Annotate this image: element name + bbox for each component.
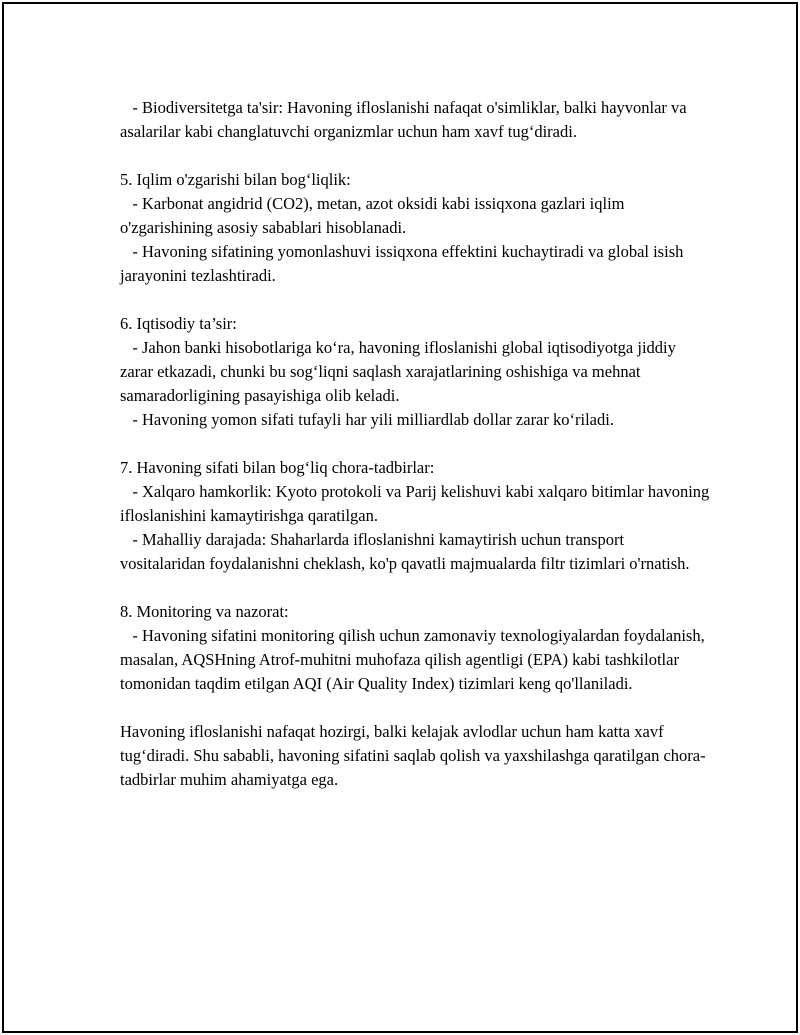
- section-6-item-2: - Havoning yomon sifati tufayli har yili milliardlab dollar zarar ko‘riladi.: [120, 410, 614, 429]
- section-7-heading: 7. Havoning sifati bilan bog‘liq chora-tadbirlar:: [120, 458, 435, 477]
- paragraph-gap: [120, 696, 710, 720]
- biodiversity-item: - Biodiversitetga ta'sir: Havoning ifloslanishi nafaqat o'simliklar, balki hayvonlar va asalarilar kabi changlatuvchi organizmlar uchun ham xavf tug‘diradi.: [120, 98, 691, 141]
- section-8-item-1: - Havoning sifatini monitoring qilish uchun zamonaviy texnologiyalardan foydalanish, masalan, AQSHning Atrof-muhitni muhofaza qilish agentligi (EPA) kabi tashkilotlar tomonidan taqdim etilgan AQI (Air Quality Index) tizimlari keng qo'llaniladi.: [120, 626, 709, 693]
- section-5-heading: 5. Iqlim o'zgarishi bilan bog‘liqlik:: [120, 170, 351, 189]
- section-6-heading: 6. Iqtisodiy ta’sir:: [120, 314, 237, 333]
- document-body: [120, 96, 714, 792]
- section-5-item-2: - Havoning sifatining yomonlashuvi issiqxona effektini kuchaytiradi va global isish jarayonini tezlashtiradi.: [120, 242, 688, 285]
- section-7-item-2: - Mahalliy darajada: Shaharlarda ifloslanishni kamaytirish uchun transport vositalaridan foydalanishni cheklash, ko'p qavatli majmualarda filtr tizimlari o'rnatish.: [120, 530, 690, 573]
- paragraph-gap: [120, 144, 710, 168]
- section-5-item-1: - Karbonat angidrid (CO2), metan, azot oksidi kabi issiqxona gazlari iqlim o'zgarishining asosiy sabablari hisoblanadi.: [120, 194, 629, 237]
- page-frame: [2, 2, 798, 1033]
- paragraph-gap: [120, 288, 710, 312]
- section-8-heading: 8. Monitoring va nazorat:: [120, 602, 289, 621]
- conclusion-paragraph: Havoning ifloslanishi nafaqat hozirgi, balki kelajak avlodlar uchun ham katta xavf tug‘diradi. Shu sababli, havoning sifatini saqlab qolish va yaxshilashga qaratilgan chora-tadbirlar muhim ahamiyatga ega.: [120, 722, 706, 789]
- paragraph-gap: [120, 576, 710, 600]
- section-6-item-1: - Jahon banki hisobotlariga ko‘ra, havoning ifloslanishi global iqtisodiyotga jiddiy zarar etkazadi, chunki bu sog‘liqni saqlash xarajatlarining oshishiga va mehnat samaradorligining pasayishiga olib keladi.: [120, 338, 681, 405]
- section-7-item-1: - Xalqaro hamkorlik: Kyoto protokoli va Parij kelishuvi kabi xalqaro bitimlar havoning ifloslanishini kamaytirishga qaratilgan.: [120, 482, 714, 525]
- paragraph-gap: [120, 432, 710, 456]
